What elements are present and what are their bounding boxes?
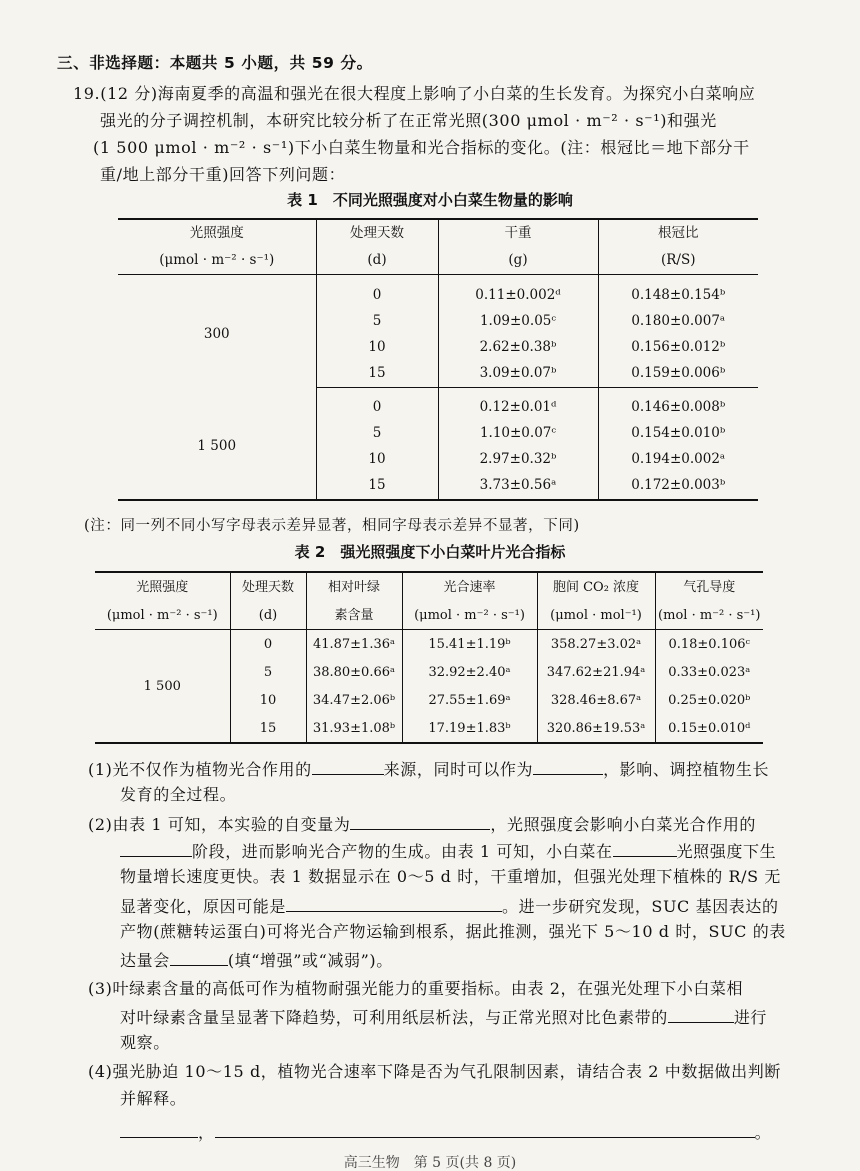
table-cell: 0 <box>230 630 306 659</box>
subq2-text-i: 达量会 <box>120 951 170 970</box>
table1-header-dry-weight: 干重 <box>438 219 598 247</box>
table-cell: 358.27±3.02ᵃ <box>537 630 655 659</box>
table2-unit-stomatal: (mol · m⁻² · s⁻¹) <box>655 601 763 630</box>
table-cell: 0.180±0.007ᵃ <box>631 312 726 329</box>
table-cell: 2.97±0.32ᵇ <box>438 447 598 473</box>
subq1-line2: 发育的全过程。 <box>120 785 237 804</box>
table-cell: 0.172±0.003ᵇ <box>631 477 726 494</box>
table-cell: 31.93±1.08ᵇ <box>306 714 402 743</box>
answer-blank[interactable] <box>312 760 384 775</box>
table-cell: 0 <box>316 283 438 309</box>
table-cell: 10 <box>230 686 306 714</box>
table-row <box>118 395 758 421</box>
subq3-line2 <box>120 1008 767 1026</box>
subq2-line4 <box>120 897 779 915</box>
table-cell: 27.55±1.69ᵃ <box>402 686 537 714</box>
table2-unit-days: (d) <box>230 601 306 630</box>
subq1-line1 <box>88 760 769 778</box>
table1-unit-rs: (R/S) <box>598 247 758 275</box>
subq1-text-c: ，影响、调控植物生长 <box>603 760 770 779</box>
subq2-line5: 产物(蔗糖转运蛋白)可将光合产物运输到根系，据此推测，强光下 5～10 d 时，SUC 的表 <box>120 922 786 941</box>
table-cell: 2.62±0.38ᵇ <box>438 335 598 361</box>
table-cell: 10 <box>316 335 438 361</box>
table-cell: 15.41±1.19ᵇ <box>402 630 537 659</box>
table-row <box>118 283 758 309</box>
table-cell: 41.87±1.36ᵃ <box>306 630 402 659</box>
subq3-text-c: 进行 <box>733 1008 768 1027</box>
table2-unit-photosynthesis-rate: (μmol · m⁻² · s⁻¹) <box>402 601 537 630</box>
table2-header-chlorophyll: 相对叶绿 <box>306 572 402 601</box>
table-cell: 34.47±2.06ᵇ <box>306 686 402 714</box>
subq3-line1: (3)叶绿素含量的高低可作为植物耐强光能力的重要指标。由表 2，在强光处理下小白菜相 <box>88 979 744 998</box>
subq2-text-f: 显著变化，原因可能是 <box>120 897 287 916</box>
subq2-line1 <box>88 815 756 833</box>
table-cell: 0.194±0.002ᵃ <box>631 451 726 468</box>
answer-blank[interactable] <box>215 1123 755 1138</box>
table2-unit-light: (μmol · m⁻² · s⁻¹) <box>95 601 230 630</box>
table1-unit-dry-weight: (g) <box>438 247 598 275</box>
subq1-text-a: (1)光不仅作为植物光合作用的 <box>88 760 312 779</box>
question-19-line-4: 重/地上部分干重)回答下列问题： <box>100 165 346 184</box>
subq3-line3: 观察。 <box>120 1033 170 1052</box>
question-19-line-3: (1 500 μmol · m⁻² · s⁻¹)下小白菜生物量和光合指标的变化。(注：根冠比＝地下部分干 <box>93 138 750 157</box>
subq2-text-g: 。进一步研究发现，SUC 基因表达的 <box>502 897 779 916</box>
subq2-text-c: 阶段，进而影响光合产物的生成。由表 1 可知，小白菜在 <box>192 842 613 861</box>
table1-light-300: 300 <box>118 283 316 388</box>
table2 <box>95 571 763 744</box>
table-cell: 5 <box>230 658 306 686</box>
table-cell: 1.09±0.05ᶜ <box>438 309 598 335</box>
table-cell: 10 <box>316 447 438 473</box>
table-cell: 0.25±0.020ᵇ <box>668 692 751 708</box>
section-heading: 三、非选择题：本题共 5 小题，共 59 分。 <box>57 54 373 72</box>
table2-unit-chlorophyll: 素含量 <box>306 601 402 630</box>
table2-header-co2: 胞间 CO₂ 浓度 <box>537 572 655 601</box>
table-cell: 0 <box>316 395 438 421</box>
table2-unit-co2: (μmol · mol⁻¹) <box>537 601 655 630</box>
table1-unit-days: (d) <box>316 247 438 275</box>
answer-blank[interactable] <box>286 897 502 912</box>
table-cell: 0.156±0.012ᵇ <box>631 338 726 355</box>
table-cell: 0.11±0.002ᵈ <box>438 283 598 309</box>
table1-header-rs: 根冠比 <box>658 224 699 241</box>
table-cell: 0.148±0.154ᵇ <box>631 286 726 303</box>
subq4-answer-line <box>120 1123 771 1141</box>
subq2-text-j: (填“增强”或“减弱”)。 <box>227 951 393 970</box>
table-cell: 0.18±0.106ᶜ <box>668 636 751 652</box>
answer-blank[interactable] <box>120 842 192 857</box>
table1 <box>118 218 758 501</box>
subq2-line3: 物量增长速度更快。表 1 数据显示在 0～5 d 时，干重增加，但强光处理下植株的 R/S 无 <box>120 867 781 886</box>
table-cell: 0.154±0.010ᵇ <box>631 425 726 442</box>
subq4-line1: (4)强光胁迫 10～15 d，植物光合速率下降是否为气孔限制因素，请结合表 2 中数据做出判断 <box>88 1062 781 1081</box>
table2-light-1500: 1 500 <box>95 630 230 744</box>
subq2-text-d: 光照强度下生 <box>676 842 777 861</box>
subq4-comma: ， <box>198 1123 215 1142</box>
table1-header-days: 处理天数 <box>316 219 438 247</box>
answer-blank[interactable] <box>170 951 228 966</box>
table-cell: 0.15±0.010ᵈ <box>668 720 751 736</box>
table2-header-photosynthesis-rate: 光合速率 <box>402 572 537 601</box>
table2-header-days: 处理天数 <box>230 572 306 601</box>
subq2-line6 <box>120 951 393 969</box>
table1-unit-light: (μmol · m⁻² · s⁻¹) <box>118 247 316 275</box>
table-cell: 17.19±1.83ᵇ <box>402 714 537 743</box>
table-cell: 0.12±0.01ᵈ <box>438 395 598 421</box>
subq2-text-a: (2)由表 1 可知，本实验的自变量为 <box>88 815 351 834</box>
table-cell: 1.10±0.07ᶜ <box>438 421 598 447</box>
answer-blank[interactable] <box>120 1123 198 1138</box>
table-cell: 5 <box>316 421 438 447</box>
subq2-text-b: ，光照强度会影响小白菜光合作用的 <box>490 815 757 834</box>
answer-blank[interactable] <box>350 815 490 830</box>
table1-header-light: 光照强度 <box>118 219 316 247</box>
table-cell: 320.86±19.53ᵃ <box>537 714 655 743</box>
subq4-line2: 并解释。 <box>120 1089 187 1108</box>
table-cell: 15 <box>316 361 438 388</box>
table2-caption: 表 2 强光照强度下小白菜叶片光合指标 <box>294 543 566 561</box>
answer-blank[interactable] <box>533 760 603 775</box>
table-cell: 347.62±21.94ᵃ <box>537 658 655 686</box>
table-row <box>118 387 758 395</box>
table-row <box>118 275 758 283</box>
table-cell: 15 <box>230 714 306 743</box>
answer-blank[interactable] <box>613 842 677 857</box>
table2-header-light: 光照强度 <box>95 572 230 601</box>
subq4-period: 。 <box>754 1123 772 1142</box>
page-footer: 高三生物 第 5 页(共 8 页) <box>343 1155 517 1171</box>
table-cell: 38.80±0.66ᵃ <box>306 658 402 686</box>
table1-note: (注：同一列不同小写字母表示差异显著，相同字母表示差异不显著，下同) <box>84 518 580 534</box>
table2-header-stomatal: 气孔导度 <box>683 579 736 595</box>
table-cell: 32.92±2.40ᵃ <box>402 658 537 686</box>
table-cell: 0.146±0.008ᵇ <box>631 399 726 416</box>
subq1-text-b: 来源，同时可以作为 <box>383 760 534 779</box>
subq3-text-b: 对叶绿素含量呈显著下降趋势，可利用纸层析法，与正常光照对比色素带的 <box>120 1008 668 1027</box>
table1-light-1500: 1 500 <box>118 395 316 500</box>
answer-blank[interactable] <box>668 1008 734 1023</box>
table-cell: 15 <box>316 473 438 500</box>
table-row <box>95 630 763 659</box>
table-cell: 3.09±0.07ᵇ <box>438 361 598 388</box>
question-19-line-2: 强光的分子调控机制，本研究比较分析了在正常光照(300 μmol · m⁻² · s⁻¹)和强光 <box>100 111 717 130</box>
table-cell: 328.46±8.67ᵃ <box>537 686 655 714</box>
table-cell: 3.73±0.56ᵃ <box>438 473 598 500</box>
subq2-line2 <box>120 842 776 860</box>
table-cell: 5 <box>316 309 438 335</box>
question-19-line-1: 19.(12 分)海南夏季的高温和强光在很大程度上影响了小白菜的生长发育。为探究小白菜响应 <box>73 84 756 103</box>
table1-caption: 表 1 不同光照强度对小白菜生物量的影响 <box>287 191 573 209</box>
table-cell: 0.33±0.023ᵃ <box>668 664 751 680</box>
table-cell: 0.159±0.006ᵇ <box>598 361 758 388</box>
